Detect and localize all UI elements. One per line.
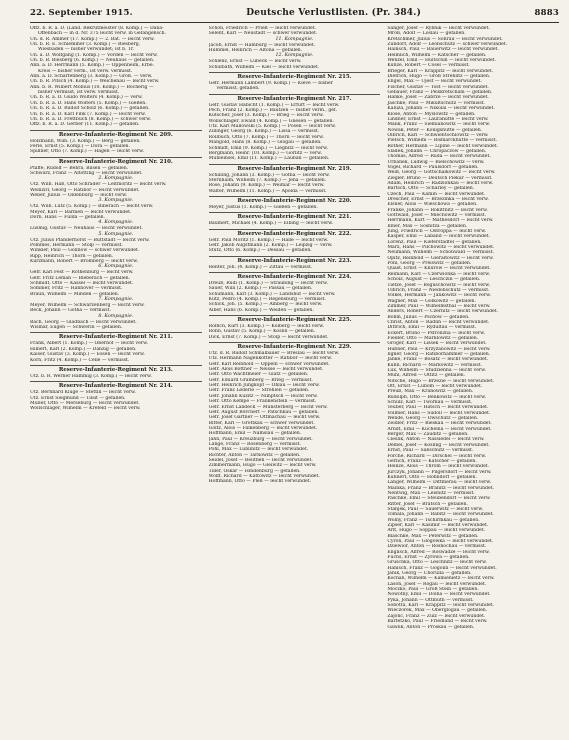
list-entry: Meyer, Karl — Barmen — leicht verwundet. bbox=[30, 209, 132, 215]
column-3 bbox=[387, 26, 559, 728]
list-entry: Dreuß, Rudi (1. Komp.) — Straubing — leicht verw. bbox=[208, 280, 328, 286]
list-entry: Janik, Georg — Chorulla — gefallen. bbox=[387, 571, 472, 577]
list-entry: Gefr. Ernst Landeck — Münsterberg — leicht verw. bbox=[208, 404, 328, 410]
list-entry: Dittrich, Emil — Rydultau — vermisst. bbox=[387, 325, 477, 331]
list-entry: Lorenz, Paul — Kieferstädtel — gefallen. bbox=[387, 239, 482, 245]
list-entry: Kühn, Richard — Markowitz — vermisst. bbox=[387, 362, 483, 368]
list-entry: Vollmer, Hans — Sudoll — leicht verwundet. bbox=[387, 410, 491, 416]
list-entry: Utz. Bernhard Kluge — Stettin — leicht verw. bbox=[30, 390, 136, 396]
list-entry: Wollschläger, Ewald (4. Komp.) — Gnesen — gefallen. bbox=[208, 118, 334, 124]
list-entry: Fischer, Gustav — Tost — leicht verwundet. bbox=[387, 84, 489, 90]
list-entry-continuation: Wiesbaden — bisher verwundet; ist b. Tr. bbox=[38, 47, 135, 53]
list-entry: Engel, Max — Ujest — leicht verwundet. bbox=[387, 79, 482, 85]
list-entry: Fiedler, Otto — Marklowitz — gefallen. bbox=[387, 335, 479, 341]
header-date: 22. September 1915. bbox=[30, 8, 133, 18]
list-entry: Selent, Karl — Neustadt — schwer verwundet. bbox=[208, 31, 318, 37]
list-entry: Scholz, August — Leschczin — gefallen. bbox=[387, 277, 481, 283]
list-entry: Paschke, Emil — Steubendorf — leicht verw. bbox=[387, 496, 491, 502]
list-entry: Lindner, Ernst — Laurahütte — leicht verw. bbox=[387, 116, 489, 122]
regiment-heading: Reserve-Infanterie-Regiment Nr. 211. bbox=[30, 332, 202, 341]
list-entry: Utz. d. R. Rudolf Schmalbauer — Breslau — leicht verw. bbox=[208, 351, 340, 357]
list-entry: Rose, Johann (9. Komp.) — Weimar — leicht verw. bbox=[208, 183, 325, 189]
list-entry: Ziegler, Bruno — Deutsch Piekar — vermisst. bbox=[387, 175, 493, 181]
list-entry: Utz. Karl Mallowski (5. Komp.) — Posen — leicht verw. bbox=[208, 124, 337, 130]
list-entry: Schön, Friedrich — Prieß — leicht verwundet. bbox=[208, 26, 317, 31]
list-entry: Schulbath, Wilhelm — Kiel — leicht verwundet. bbox=[208, 64, 320, 70]
list-entry: Un. b. B. Biesberg (6. Komp.) — Neuhaus — gefallen. bbox=[30, 58, 155, 64]
list-entry: Jäschke, Paul — Mikultschütz — vermisst. bbox=[387, 100, 485, 106]
list-entry: Wollschläger, Wilhelm — Krefeld — leicht verw. bbox=[30, 406, 141, 412]
list-entry: Marx, Hans — Pilchowitz — leicht verwundet. bbox=[387, 245, 495, 251]
list-entry: Heimlich, Wilhelm — Katscher — gefallen. bbox=[387, 52, 487, 58]
regiment-heading: Reserve-Infanterie-Regiment Nr. 213. bbox=[30, 365, 202, 374]
list-entry: Hoffmann, Emil — Namslau — gefallen. bbox=[208, 431, 302, 437]
list-entry: Mangold, Hans (8. Komp.) — Glogau — gefallen. bbox=[208, 140, 322, 146]
list-entry: Ernst, Paul — Sabschütz — vermisst. bbox=[387, 448, 474, 454]
list-entry: Lange, Franz — Rosenberg — vermisst. bbox=[208, 441, 301, 447]
company-subheading: 2. Kompagnie. bbox=[98, 176, 134, 182]
list-entry: Böhm, Julius — Pschow — gefallen. bbox=[387, 314, 470, 320]
list-entry: Renter, Joh. (4. Komp.) — Zittau — vermisst. bbox=[208, 264, 313, 270]
list-entry: Offz. b. R. a. D. Gerber (11. Komp.) — gefallen. bbox=[30, 122, 140, 128]
list-entry: Illner, Max — Sosnitza — gefallen. bbox=[387, 223, 468, 229]
list-entry: Vogel, Richard — Paulsdorf — gefallen. bbox=[387, 164, 479, 170]
list-entry: Zündorf, Adolf — Leobschütz — schwer verwundet. bbox=[387, 42, 508, 48]
list-entry: Meyer, Justus (1. Komp.) — Gießen — gefallen. bbox=[208, 204, 318, 210]
list-entry: Zimmer, Paul — Wilhelmsthal — leicht verw. bbox=[387, 303, 491, 309]
list-entry: Un. b. R. a. D. Karl Fink (7. Komp.) — leicht verw. bbox=[30, 111, 146, 117]
list-entry: Ilgner, Georg — Ratiborhammer — gefallen. bbox=[387, 351, 491, 357]
list-entry: Bartsch, Otto — Scharley — gefallen. bbox=[387, 186, 475, 192]
list-entry: Utz. Hermann Nagenkötter — Ratibor — leicht verw. bbox=[208, 356, 333, 362]
list-entry: Kutz, Pedro (4. Komp.) — Regensburg — vermisst. bbox=[208, 297, 326, 302]
list-entry: Wolny, Franz — Tschirmkau — gefallen. bbox=[387, 517, 480, 523]
list-entry: Braun, Wilhelm — Minden — gefallen. bbox=[30, 291, 120, 297]
list-entry: Richter, Anton — Tarnowitz — gefallen. bbox=[208, 452, 301, 458]
list-entry-continuation: Kreis — bisher verm., ist verw. vermisst. bbox=[38, 68, 133, 74]
list-entry: Gruschka, Otto — Leschnitz — leicht verw. bbox=[387, 560, 487, 566]
list-entry: Bach, Georg — Gladbach — leicht verwundet. bbox=[30, 319, 137, 325]
list-entry: Gottwald, Josef — Miechowitz — vermisst. bbox=[387, 213, 487, 219]
company-subheading: 6. Kompagnie. bbox=[98, 264, 134, 270]
list-entry: Tiller, Oskar — Hindenburg — gefallen. bbox=[208, 468, 301, 474]
list-entry: Ripp, Heinrich — Thorn — gefallen. bbox=[30, 253, 114, 259]
list-entry: Schilling, Johann (3. Komp.) — Gotha — leicht verw. bbox=[208, 172, 330, 178]
list-entry: Utz. Wilh. Lutz (5. Komp.) — Biberach — leicht verw. bbox=[30, 204, 154, 210]
list-entry: Wolff, Richard — Kattowitz — leicht verwundet. bbox=[208, 473, 320, 479]
header-title: Deutsche Verlustlisten. (Pr. 384.) bbox=[246, 8, 422, 18]
list-entry: Tietze, Josef — Boguschowitz — leicht verw. bbox=[387, 282, 491, 288]
list-entry: Fuchs, Ernst — Zyrowa — gefallen. bbox=[387, 555, 470, 561]
list-entry: Berger, Max — Zauditz — gefallen. bbox=[387, 432, 469, 438]
list-entry: Mühleinsel, Emil (11. Komp.) — Lauban — gefallen. bbox=[208, 156, 330, 162]
list-entry: Gefr. Karl Fest — Rothenburg — leicht verw. bbox=[30, 270, 134, 276]
list-entry: Demel, Josef — Kösling — leicht verwundet. bbox=[387, 442, 490, 448]
column-2 bbox=[209, 26, 381, 728]
list-entry: Bitter, Karl — Grottkau — schwer verwundet. bbox=[208, 420, 315, 426]
list-entry: Hübner, Paul — Krzyzanowitz — leicht verw. bbox=[387, 346, 491, 352]
column-1 bbox=[30, 26, 202, 728]
list-entry: Gröger, Karl — Lissek — leicht verwundet. bbox=[387, 341, 487, 347]
list-entry: Gefr. Jakob Augstmann (2. Komp.) — Leipzig — verw. bbox=[208, 242, 333, 248]
list-entry: Ferle, Ernst (5. Komp.) — Dora — gefallen. bbox=[30, 143, 130, 149]
list-entry: Franke, Johann — Rokittnitz — leicht verw. bbox=[387, 207, 488, 213]
list-entry-continuation: bisher vermisst, ist verw. vermisst. bbox=[38, 90, 120, 96]
company-subheading: 8. Kompagnie. bbox=[98, 313, 134, 319]
list-entry: Kretschmer, Julius — Sohrau — leicht verwundet. bbox=[387, 36, 503, 42]
list-entry: Gebauer, Franz — Peiskretscham — gefallen. bbox=[387, 90, 493, 96]
list-entry: Hanisch, Franz — Gogolin — leicht verwundet. bbox=[387, 565, 497, 571]
list-entry: Gerlich, Franz — Kätscher — gefallen. bbox=[387, 458, 477, 464]
list-entry: Un. b. R. a. D. Hans Wolters (5. Komp.) — Gießen. bbox=[30, 100, 147, 106]
list-entry: Gefr. Fritz Leman — Bieberach — gefallen. bbox=[30, 275, 130, 281]
list-entry: Frank, Albert (1. Komp.) — Oberhof — leicht verw. bbox=[30, 341, 148, 347]
list-entry: Lux, Wilhelm — Studzienna — leicht verw. bbox=[387, 368, 486, 373]
list-entry: Arlt, Hugo — Soppau — leicht verwundet. bbox=[387, 528, 486, 534]
list-entry: Schulz, Karl — Tworkau — vermisst. bbox=[387, 400, 473, 406]
list-entry: Ann. a. D. Scharfenberg (3. Komp.) — Groß. — verw. bbox=[30, 74, 153, 80]
list-entry: Gefr. Hermann Lambert (9. Komp.) — Kleve — bisher bbox=[208, 81, 333, 87]
list-entry: Kochan, Wilhelm — Kamienietz — leicht verw. bbox=[387, 576, 495, 582]
list-entry: Schmidt, Otto — Kassel — leicht verwundet. bbox=[30, 281, 134, 287]
list-entry: Dietrich, Hugo — Groß Strehlitz — gefallen. bbox=[387, 74, 491, 80]
list-entry: Schumann, Karl (3. Komp.) — Landshut — leicht verw. bbox=[208, 291, 336, 297]
list-entry: Jung, Friedrich — Ostroppa — leicht verw. bbox=[387, 229, 487, 235]
list-entry: Blaschke, Max — Peterwitz — gefallen. bbox=[387, 533, 479, 539]
list-entry: Wismar, Eugen — Schwerin — gefallen. bbox=[30, 325, 123, 331]
list-entry: Schmidt, Emil (9. Komp.) — Liegnitz — leicht verw. bbox=[208, 145, 328, 151]
list-entry: Zeidler, Fritz — Bieskau — leicht verwundet. bbox=[387, 421, 492, 427]
list-entry: Goltz, Alois — Falkenberg — leicht verwundet. bbox=[208, 425, 318, 431]
list-entry: Holzmann, Wilh. (3. Komp.) — Berg — gefallen. bbox=[30, 138, 141, 144]
list-entry: Stanjek, Paul — Sauerwitz — leicht verw. bbox=[387, 506, 484, 512]
list-entry: Gefr. Otto Kempe — Frankenstein — vermisst. bbox=[208, 399, 317, 405]
list-entry: Rudolph, Otto — Benkowitz — leicht verw. bbox=[387, 394, 487, 400]
list-entry: Pohl, Max — Lublinitz — leicht verwundet. bbox=[208, 447, 309, 453]
list-entry: Langer, Wilhelm — Dittmerau — leicht verw. bbox=[387, 480, 492, 486]
list-entry: Rollbuch, Otto (7. Komp.) — Thorn — leicht verw. bbox=[208, 134, 324, 140]
list-entry: Ulbrich, Franz — Niedobschütz — vermisst. bbox=[387, 287, 490, 293]
regiment-heading: Reserve-Infanterie-Regiment Nr. 219. bbox=[209, 164, 381, 173]
regiment-heading: Reserve-Infanterie-Regiment Nr. 210. bbox=[30, 157, 202, 166]
list-entry: Zipser, Karl — Kasimir — leicht verwundet. bbox=[387, 522, 489, 528]
list-entry: Schlenz, Ernst — Lübeck — leicht verw. bbox=[208, 59, 302, 65]
list-entry: Pyka, Johann — Ottmuth — vermisst. bbox=[387, 597, 474, 603]
list-entry: Tomala, Johann — Babitz — leicht verwundet. bbox=[387, 512, 494, 518]
list-entry: Thomas, Alfred — Ruda — leicht verwundet. bbox=[387, 154, 491, 160]
list-entry: Un. b. R. a. D. Frettbuch (8. Komp.) — schwer verw. bbox=[30, 116, 152, 122]
header-rule bbox=[30, 22, 559, 23]
list-entry: Brieger, Karl — Krappitz — leicht verwundet. bbox=[387, 68, 494, 74]
list-entry: Urbanek, Ludwig — Bielschowitz — verw. bbox=[387, 159, 485, 165]
list-entry: Spillner, Otto (7. Komp.) — Hagen — leicht verw. bbox=[30, 149, 144, 155]
list-entry: Elsner, Alois — Wieschowa — gefallen. bbox=[387, 202, 478, 208]
list-entry: Rolfich, Kurt (3. Komp.) — Kolberg — leicht verw. bbox=[208, 324, 325, 330]
list-entry: Un. b. R. a. D. Guido Wolters (4. Komp.) — verw. bbox=[30, 95, 143, 101]
list-entry: Walter, Wilhelm (11. Komp.) — Apolda — vermisst. bbox=[208, 188, 327, 194]
list-entry: Gefr. Gustav Habicht (1. Komp.) — Erfurt — leicht verw. bbox=[208, 102, 340, 108]
list-entry: Englisch, Alfred — Roswadze — leicht verw. bbox=[387, 549, 490, 555]
list-entry: Eckert, Bruno — Pstronzna — leicht verw. bbox=[387, 330, 486, 336]
list-entry: Un. b. R. a. D. Rudolf Scholz (6. Komp.) — gefallen. bbox=[30, 106, 150, 112]
list-entry: Jacob, Ernst — Hamburg — leicht verwundet. bbox=[208, 42, 316, 48]
list-entry: Utz. b. R. Werner Hammig (3. Komp.) — leicht verw. bbox=[30, 373, 152, 379]
list-entry: Nentwig, Max — Leisnitz — vermisst. bbox=[387, 490, 475, 496]
list-entry: Schwarz, Franz — Altötting — leicht verwundet. bbox=[30, 170, 143, 176]
list-entry: Gefr. Alois Böttner — Neisse — leicht verwundet. bbox=[208, 367, 324, 373]
list-entry: Teuber, Paul — Hatsch — leicht verwundet. bbox=[387, 405, 489, 411]
list-entry: Gefr. Johann Kuzitz — Nimptsch — leicht verw. bbox=[208, 393, 318, 399]
list-entry: Alber, Hans (6. Komp.) — Weiden — gefallen. bbox=[208, 307, 314, 313]
company-subheading: 11. Kompagnie. bbox=[275, 36, 314, 42]
regiment-heading: Reserve-Infanterie-Regiment Nr. 215. bbox=[209, 72, 381, 81]
list-entry: Hummel, Heinrich — Altona — gefallen. bbox=[208, 48, 303, 54]
company-subheading: 3. Kompagnie. bbox=[98, 198, 134, 204]
list-entry: Sladek, Johann — Chropaczow — gefallen. bbox=[387, 148, 487, 154]
columns bbox=[30, 26, 559, 728]
list-entry: Sänger, Josef — Rybnik — leicht verwundet. bbox=[387, 26, 490, 31]
list-entry: Klose, Anton — Myslowitz — gefallen. bbox=[387, 111, 476, 117]
page-header bbox=[30, 8, 559, 20]
list-entry: Ann. b. R. Wilbert Möbius (10. Komp.) — Böcherig — bbox=[30, 84, 154, 90]
list-entry: Un. b. R. E. Schlemmer (3. Komp.) — Biesberg, bbox=[30, 42, 141, 48]
list-entry: Cyron, Paul — Glogowka — leicht verwundet. bbox=[387, 539, 494, 544]
list-entry-continuation: vermisst, gefallen. bbox=[216, 86, 260, 92]
regiment-heading: Reserve-Infanterie-Regiment Nr. 224. bbox=[209, 272, 381, 281]
list-entry: Sobotta, Karl — Krappitz — leicht verwundet. bbox=[387, 603, 494, 609]
regiment-heading: Reserve-Infanterie-Regiment Nr. 222. bbox=[209, 229, 381, 238]
list-entry: Bergmann, Heinr. (10. Komp.) — Görlitz — verw. bbox=[208, 150, 322, 156]
list-entry: Kaiser, Gustav (3. Komp.) — Essen — leicht verw. bbox=[30, 352, 145, 358]
list-entry: Zimmermann, Hugo — Gleiwitz — leicht verw. bbox=[208, 463, 317, 469]
regiment-heading: Reserve-Infanterie-Regiment Nr. 214. bbox=[30, 381, 202, 390]
list-entry: Müller, Otto — Merseburg — leicht verwundet. bbox=[30, 400, 140, 406]
list-entry-continuation: Offenbach — in d. Nr. 375 leicht verw. in Gefangensch. bbox=[38, 31, 166, 37]
list-entry: Offz. b. R. a. D. (Land. Rekrutmeister (8. Komp.) — Dana- bbox=[30, 26, 164, 31]
list-entry: Gefr. August Borchert — Patschkau — gefallen. bbox=[208, 409, 319, 415]
list-entry: Neumann, Wilhelm — Schönwald — vermisst. bbox=[387, 250, 494, 256]
regiment-heading: Reserve-Infanterie-Regiment Nr. 221. bbox=[209, 212, 381, 221]
list-entry: Mühl, Alfred — Ottitz — gefallen. bbox=[387, 373, 466, 379]
list-entry: Preuß, Max — Kranowitz — gefallen. bbox=[387, 389, 474, 395]
list-entry: Czech, Paul — Kamin — leicht verwundet. bbox=[387, 191, 486, 197]
list-entry: Un. b. R. Pitsch (4. Komp.) — Weichenau — leicht verw. bbox=[30, 79, 160, 85]
list-entry: Gefr. Eduard Gramberg — Brieg — vermisst. bbox=[208, 377, 313, 383]
list-entry: Kaluza, Johann — Nikolai — leicht verwundet. bbox=[387, 106, 495, 112]
list-entry: Weber, Julius — Oldenburg — leicht verw. bbox=[30, 192, 128, 198]
list-entry: Ott, Ernst — Lubom — leicht verwundet. bbox=[387, 384, 483, 390]
list-entry: Arndt, Emil — Kuchelna — leicht verwundet. bbox=[387, 426, 492, 432]
regiment-heading: Reserve-Infanterie-Regiment Nr. 209. bbox=[30, 130, 202, 139]
list-entry: Seidel, Josef — Beuthen — leicht verwundet. bbox=[208, 457, 313, 463]
list-entry: Dziewior, Anton — Rosnochau — vermisst. bbox=[387, 544, 487, 550]
list-entry: Utz. Ernst Siegmund — Tilsit — gefallen. bbox=[30, 395, 126, 401]
list-entry: Weiß, Georg — Gottschalkowitz — leicht verw. bbox=[387, 170, 496, 176]
regiment-heading: Reserve-Infanterie-Regiment Nr. 220. bbox=[209, 196, 381, 205]
company-subheading: 12. Kompagnie. bbox=[275, 53, 314, 59]
list-entry: Reimann, Karl — Czerwionka — leicht verw. bbox=[387, 271, 491, 277]
list-entry: Hanke, Josef — Zabrze — leicht verwundet. bbox=[387, 95, 489, 101]
list-entry: Mainka, Franz — Branitz — leicht verwundet. bbox=[387, 485, 494, 491]
list-entry: Sommer, Fritz — Hannover — vermisst. bbox=[30, 286, 123, 292]
list-entry: Lusmig, Gustav — Neuhaus — leicht verwundet. bbox=[30, 226, 143, 232]
list-entry: Malik, Franz — Siemianowitz — leicht verw. bbox=[387, 122, 491, 128]
list-entry: Opitz, Reinhold — Gieraltowitz — leicht verw. bbox=[387, 255, 494, 261]
list-entry: Utz. Wilh. Haß, Otto Schrader — Leitmoritz — leicht verw. bbox=[30, 182, 167, 188]
company-subheading: 7. Kompagnie. bbox=[98, 297, 134, 303]
list-entry: Ann. a. D. Herrmann (5. Komp.) — Oppenheim, Erbe. bbox=[30, 63, 155, 69]
list-entry: Anders, Robert — Czernitz — leicht verwundet. bbox=[387, 309, 499, 315]
list-entry: Rohn, Gustav (5. Komp.) — Köslin — gefallen. bbox=[208, 329, 316, 335]
list-entry: Wende, Georg — Owschütz — gefallen. bbox=[387, 416, 479, 422]
list-entry: Pohl, Georg — Preiswitz — gefallen. bbox=[387, 261, 472, 267]
list-entry: Ritter, Josef — Bratsch — gefallen. bbox=[387, 501, 468, 507]
list-entry: Baumert, Michael (4. Komp.) — Elbing — leicht verw. bbox=[208, 221, 334, 227]
list-entry: Pietsch, Wilhelm — Bismarckhütte — vermisst. bbox=[387, 138, 497, 144]
company-subheading: 4. Kompagnie. bbox=[98, 220, 134, 226]
header-page-number: 8883 bbox=[534, 8, 559, 18]
list-entry: Hainsch, Paul — Bauerwitz — leicht verwundet. bbox=[387, 47, 499, 53]
list-entry: Nowak, Peter — Königshütte — gefallen. bbox=[387, 127, 483, 133]
list-entry: Wieczorek, Max — Oberglogau — gefallen. bbox=[387, 608, 488, 614]
list-entry: Lasoń, Josef — Rogau — leicht verwundet. bbox=[387, 581, 487, 587]
list-entry: Adam, Heinrich — Radzionkau — leicht verw. bbox=[387, 180, 494, 186]
list-entry: Kurzmann, Robert — Bromberg — leicht verw. bbox=[30, 259, 139, 265]
list-entry: Beck, Johann — Gotha — vermisst. bbox=[30, 308, 111, 314]
list-entry: Sternhalm, Wilhelm (7. Komp.) — Jena — gefallen. bbox=[208, 177, 327, 183]
list-entry: Drescher, Ernst — Brzezinka — leicht verw. bbox=[387, 197, 489, 202]
list-entry: Cieslik, Anton — Nassiedel — leicht verw. bbox=[387, 437, 485, 443]
list-entry: Un. d. R. Ammer (17. Komp.) — 2. Bat. — leicht verw. bbox=[30, 36, 155, 42]
list-entry: Gefr. Heinrich Jungkopf — Ohlau — leicht verw. bbox=[208, 383, 320, 389]
list-entry: Kutscher, Josef (3. Komp.) — Brieg — leicht verw. bbox=[208, 113, 324, 119]
list-entry: Zajonc, Franz — Zülz — leicht verwundet. bbox=[387, 613, 486, 619]
list-entry: Nitsche, Hugo — Brzezie — leicht verwundet. bbox=[387, 378, 495, 384]
list-entry: Nowotny, Emil — Dolna — leicht verwundet. bbox=[387, 592, 491, 598]
list-entry: Bartetzko, Paul — Friedland — leicht verw. bbox=[387, 619, 488, 625]
list-entry: Stütz, Otto (6. Komp.) — Dessau — gefallen. bbox=[208, 248, 312, 254]
list-entry: Pech, Franz (2. Komp.) — Bautzen — bisher verm., gef. bbox=[208, 108, 337, 114]
list-entry: Dorn, Hans — Fulda — gefallen. bbox=[30, 214, 106, 220]
list-entry: Jahn, Paul — Kreuzburg — leicht verwundet. bbox=[208, 436, 313, 442]
list-entry: Gawlik, Anton — Proskau — gefallen. bbox=[387, 624, 475, 630]
list-entry: Forche, Richard — Dirschel — leicht verw. bbox=[387, 453, 487, 459]
list-entry: Weinzirl, Georg — Ratibor — leicht verwundet. bbox=[30, 187, 140, 193]
regiment-heading: Reserve-Infanterie-Regiment Nr. 217. bbox=[209, 94, 381, 103]
regiment-heading: Reserve-Infanterie-Regiment Nr. 223. bbox=[209, 256, 381, 265]
list-entry: Korn, Fritz (4. Komp.) — Celle — vermisst. bbox=[30, 357, 130, 363]
list-entry: Kasper, Emil — Laband — leicht verwundet. bbox=[387, 234, 490, 240]
list-entry: Christ, Anton — Radlin — leicht verwundet. bbox=[387, 319, 490, 325]
list-entry: Mroß, Adolf — Loslau — gefallen. bbox=[387, 31, 466, 37]
company-subheading: 5. Kompagnie. bbox=[98, 231, 134, 237]
list-entry: Hoffmann, Otto — Pleß — leicht verwundet. bbox=[208, 479, 312, 485]
list-entry: Un. a. D. Wolfgang (1. Komp.) — Vörden — leicht verw. bbox=[30, 52, 158, 58]
list-entry: Hilbert, Karl (2. Komp.) — Danzig — gefallen. bbox=[30, 346, 137, 352]
list-entry: Zillinger, Georg (6. Komp.) — Lissa — vermisst. bbox=[208, 129, 320, 135]
list-entry: Quast, Ernst — Knurow — leicht verwundet. bbox=[387, 266, 491, 272]
list-entry: Moczko, Paul — Groß Stein — gefallen. bbox=[387, 587, 479, 593]
regiment-heading: Reserve-Infanterie-Regiment Nr. 229. bbox=[209, 342, 381, 351]
list-entry: Gefr. Otto Wachtmeier — Glatz — gefallen. bbox=[208, 372, 309, 378]
list-entry: Olbrich, Karl — Schwientochlowitz — verw. bbox=[387, 132, 489, 138]
list-entry: Winkler, Paul — Gollnow — schwer verwundet. bbox=[30, 248, 140, 254]
list-entry: Wenzel, Emil — Hultschin — leicht verwundet. bbox=[387, 58, 496, 64]
list-entry: Dick, Ernst (7. Komp.) — Stolp — leicht verwundet. bbox=[208, 334, 329, 340]
list-entry: Janke, Franz — Bosatz — leicht verwundet. bbox=[387, 357, 489, 363]
list-entry: Meyer, Wilhelm — Schwarzenberg — leicht verw. bbox=[30, 303, 145, 309]
list-entry: Kunze, Robert — Cosel — vermisst. bbox=[387, 63, 470, 69]
list-entry: Gefr. Josef Gärtner — Ottmachau — leicht verw. bbox=[208, 415, 321, 421]
list-entry: Gefr. Franz Lederle — Strehlen — gefallen. bbox=[208, 388, 310, 394]
list-entry: Schick, Joh. (5. Komp.) — Amberg — leicht verw. bbox=[208, 302, 323, 308]
list-entry: Sauer, Willi (2. Komp.) — Passau — gefallen. bbox=[208, 286, 313, 292]
list-entry: Herrmann, Kurt — Mathesdorf — leicht verw. bbox=[387, 218, 494, 224]
list-entry: Pfaffe, Rudolf — Bebra, Bilsen — gefallen. bbox=[30, 165, 129, 171]
list-entry: Gefr. Karl Reinhold — Oppeln — schwer verwundet. bbox=[208, 361, 330, 367]
list-entry: Kuhnert, Otto — Hohndorf — gefallen. bbox=[387, 474, 477, 480]
list-entry: Völkel, Hermann — Jankowitz — leicht verw. bbox=[387, 293, 491, 299]
list-entry: Rother, Hermann — Lipine — leicht verwundet. bbox=[387, 143, 499, 149]
list-entry: Gefr. Paul Moritz (1. Komp.) — Halle — leicht verw. bbox=[208, 237, 329, 243]
list-entry: Pommes, Hermann — Stolp — vermisst. bbox=[30, 243, 123, 248]
list-entry: Jurczyk, Johann — Pilgersdorf — leicht verw. bbox=[387, 469, 492, 475]
regiment-heading: Reserve-Infanterie-Regiment Nr. 225. bbox=[209, 315, 381, 324]
list-entry: Heinze, Alois — Thröm — leicht verwundet. bbox=[387, 464, 490, 470]
list-entry: Wagner, Max — Golkowitz — gefallen. bbox=[387, 298, 476, 304]
list-entry: Utz. Julius Pfänderhorst — Buttstadt — leicht verw. bbox=[30, 237, 150, 243]
